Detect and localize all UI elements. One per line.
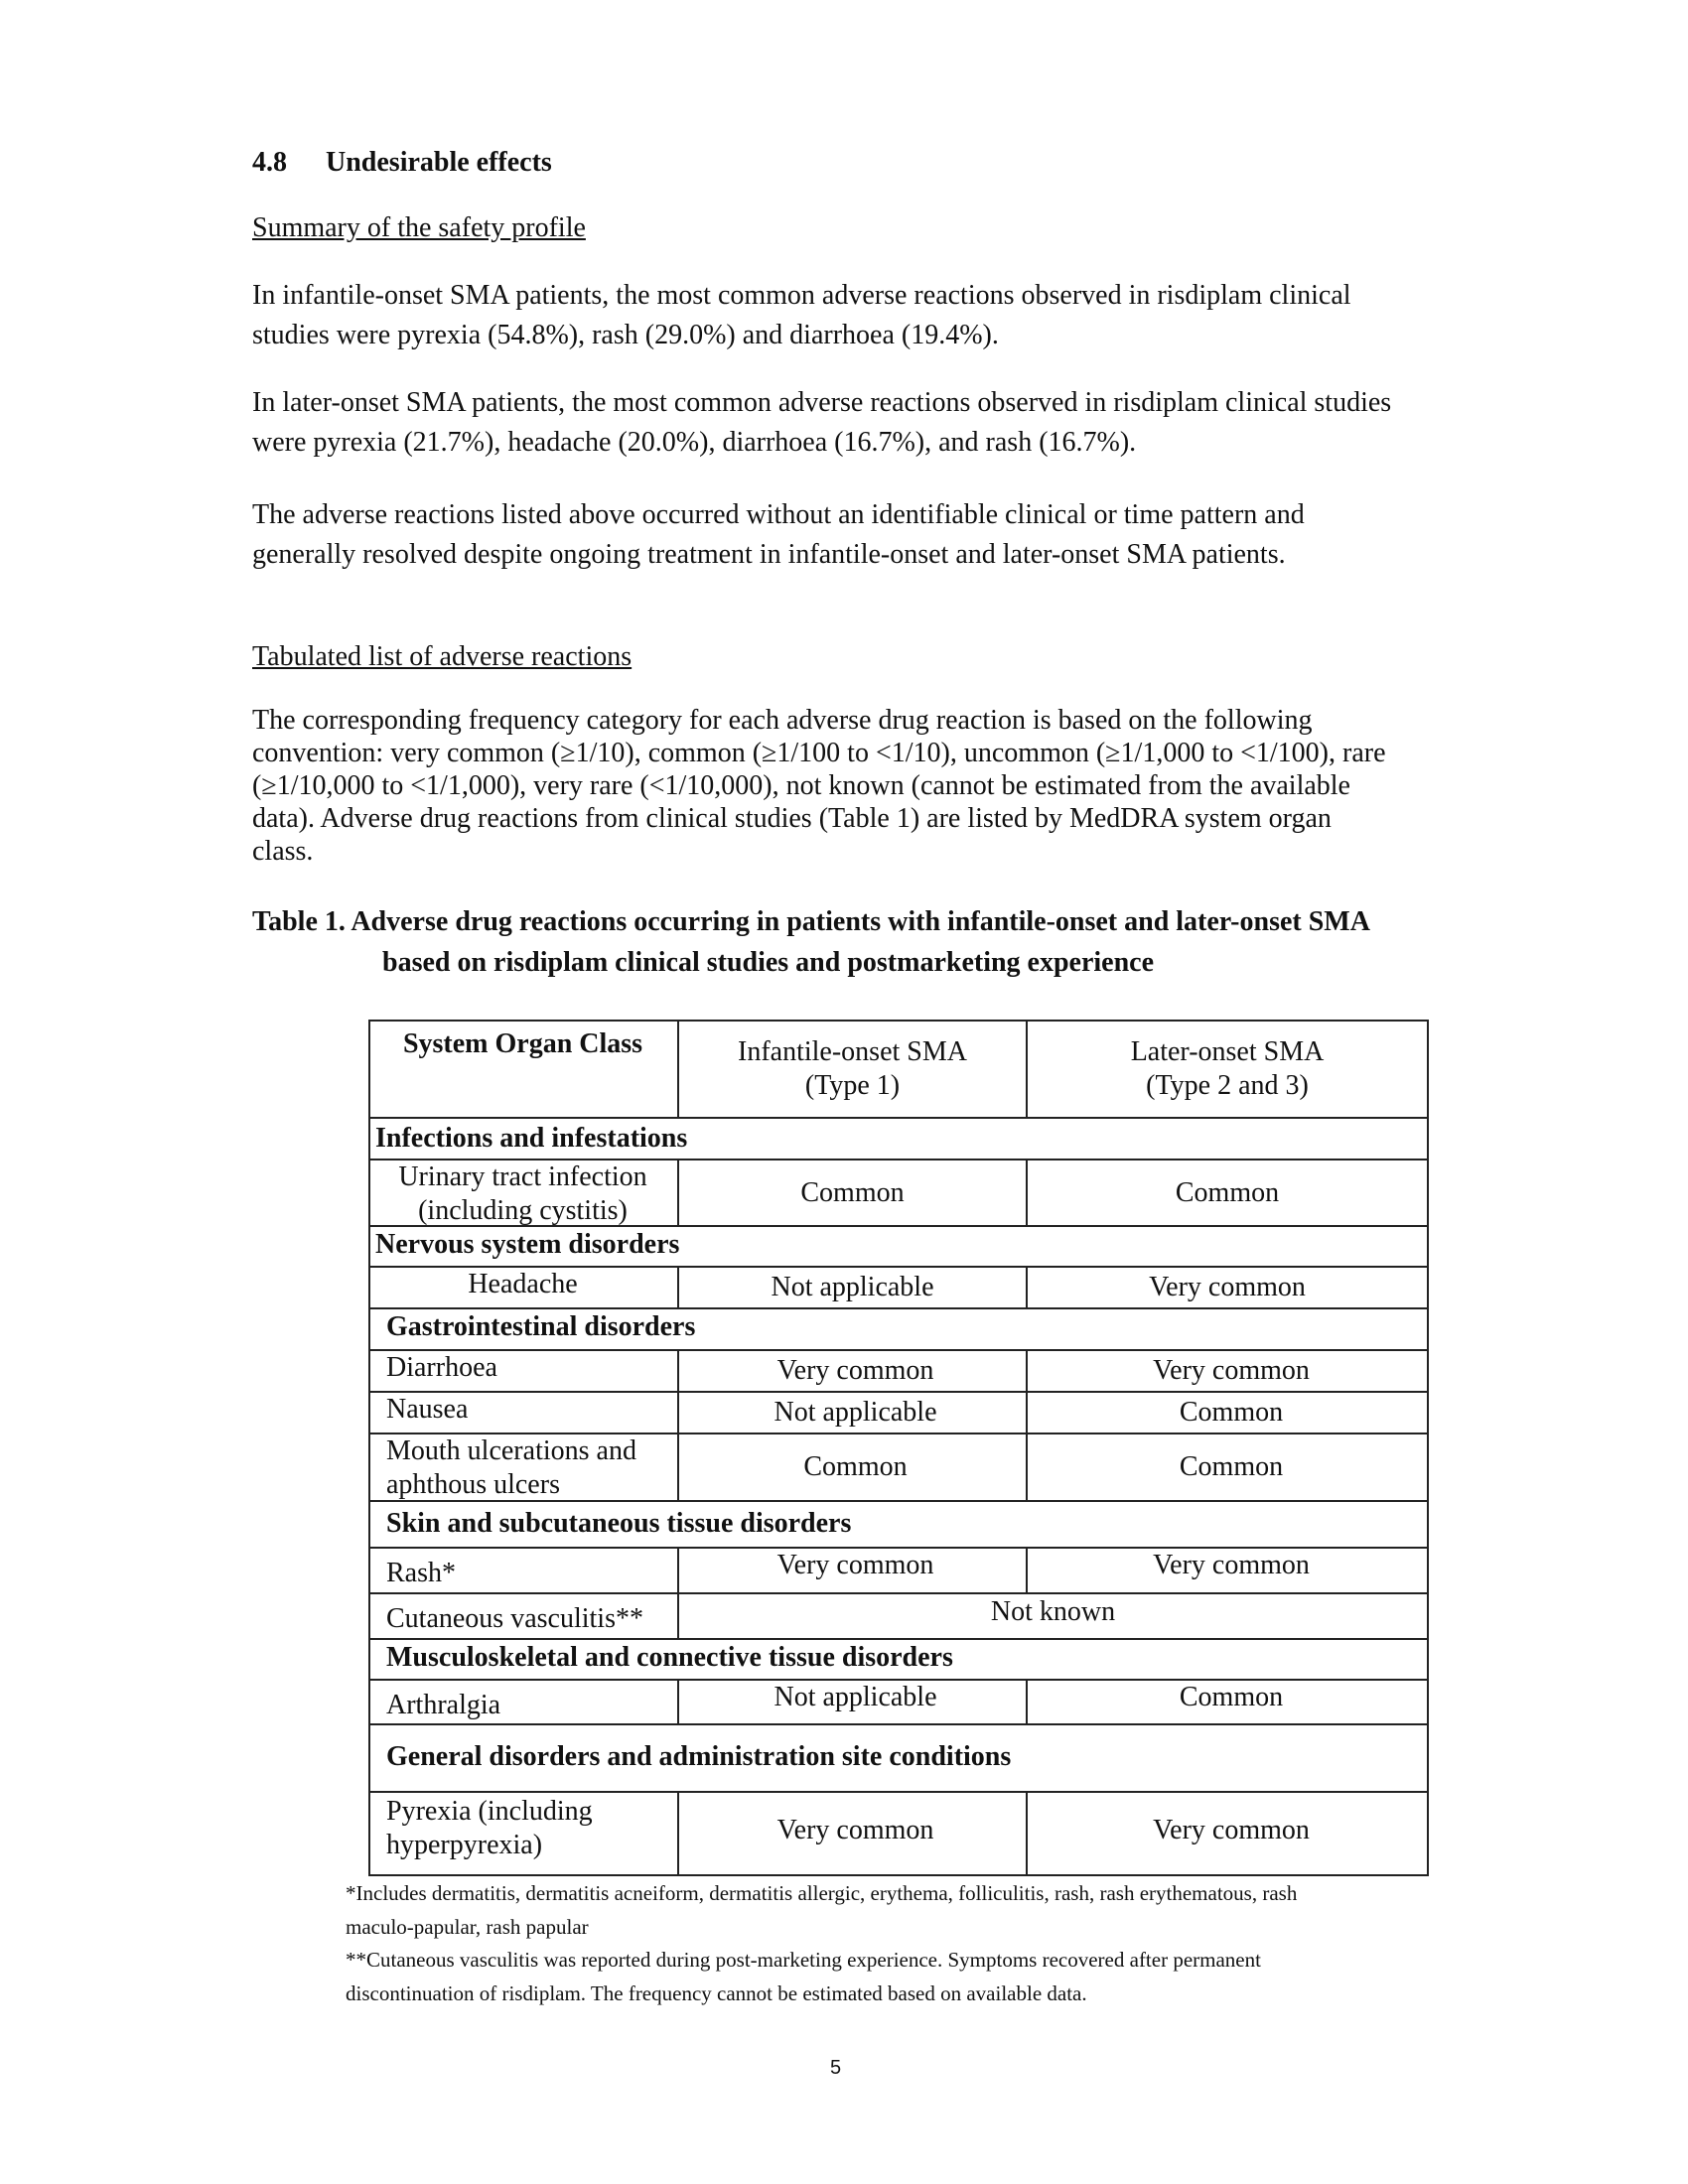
- group-general-disorders: General disorders and administration site conditions: [386, 1741, 1012, 1772]
- freq-uti-later: Common: [1175, 1177, 1280, 1208]
- text-line: studies were pyrexia (54.8%), rash (29.0%) and diarrhoea (19.4%).: [252, 320, 999, 350]
- section-title: Undesirable effects: [326, 147, 552, 178]
- summary-paragraph-3: [252, 495, 1483, 575]
- footnote-rash: [346, 1876, 1297, 1944]
- header-line: (Type 2 and 3): [1146, 1070, 1309, 1101]
- term-line: aphthous ulcers: [386, 1469, 560, 1500]
- term-headache: Headache: [468, 1269, 578, 1299]
- term-line: Mouth ulcerations and: [386, 1435, 636, 1466]
- term-arthralgia: Arthralgia: [386, 1690, 501, 1720]
- table-rule: [368, 1117, 1429, 1119]
- term-mouth-ulcerations: [386, 1434, 636, 1502]
- adverse-reactions-table: [368, 1020, 1429, 1876]
- page-number: 5: [830, 2057, 842, 2079]
- term-cutaneous-vasculitis: Cutaneous vasculitis**: [386, 1603, 643, 1634]
- freq-rash-infantile: Very common: [776, 1550, 934, 1580]
- group-gastrointestinal: Gastrointestinal disorders: [386, 1311, 696, 1342]
- text-line: The adverse reactions listed above occurred without an identifiable clinical or time pattern and: [252, 499, 1305, 530]
- section-heading: [252, 147, 552, 179]
- text-line: In later-onset SMA patients, the most common adverse reactions observed in risdiplam clinical studies: [252, 387, 1392, 418]
- term-nausea: Nausea: [386, 1394, 469, 1425]
- table-caption-line: based on risdiplam clinical studies and postmarketing experience: [382, 947, 1155, 978]
- term-line: Pyrexia (including: [386, 1796, 593, 1827]
- text-line: class.: [252, 836, 314, 867]
- text-line: In infantile-onset SMA patients, the most common adverse reactions observed in risdiplam clinical: [252, 280, 1351, 311]
- table-caption: [252, 901, 1370, 983]
- freq-diarrhoea-later: Very common: [1153, 1355, 1310, 1386]
- summary-paragraph-1: [252, 276, 1483, 355]
- freq-rash-later: Very common: [1153, 1550, 1310, 1580]
- freq-mouth-infantile: Common: [803, 1451, 908, 1482]
- table-rule: [368, 1349, 1429, 1351]
- term-line: hyperpyrexia): [386, 1830, 543, 1860]
- text-line: The corresponding frequency category for each adverse drug reaction is based on the following: [252, 705, 1313, 736]
- freq-pyrexia-infantile: Very common: [776, 1815, 934, 1845]
- term-pyrexia: [386, 1795, 593, 1862]
- table-rule: [368, 1307, 1429, 1309]
- text-line: convention: very common (≥1/10), common (≥1/100 to <1/10), uncommon (≥1/1,000 to <1/100), rare: [252, 738, 1386, 768]
- table-rule: [368, 1391, 1429, 1393]
- header-line: Infantile-onset SMA: [738, 1036, 967, 1067]
- freq-nausea-infantile: Not applicable: [774, 1397, 937, 1428]
- table-rule: [368, 1592, 1429, 1594]
- summary-paragraph-2: [252, 383, 1483, 463]
- term-line: (including cystitis): [418, 1195, 628, 1226]
- section-number: 4.8: [252, 147, 287, 178]
- freq-uti-infantile: Common: [800, 1177, 905, 1208]
- text-line: (≥1/10,000 to <1/1,000), very rare (<1/10,000), not known (cannot be estimated from the available: [252, 770, 1350, 801]
- table-rule: [368, 1638, 1429, 1640]
- freq-diarrhoea-infantile: Very common: [776, 1355, 934, 1386]
- group-nervous-system: Nervous system disorders: [375, 1229, 680, 1260]
- freq-pyrexia-later: Very common: [1153, 1815, 1310, 1845]
- summary-heading: Summary of the safety profile: [252, 212, 586, 243]
- term-urinary-tract-infection: [368, 1160, 677, 1228]
- column-header-infantile: [679, 1035, 1026, 1103]
- column-header-later: [1028, 1035, 1427, 1103]
- text-line: were pyrexia (21.7%), headache (20.0%), diarrhoea (16.7%), and rash (16.7%).: [252, 427, 1137, 458]
- column-header-soc: System Organ Class: [402, 1028, 643, 1059]
- table-rule: [368, 1020, 370, 1876]
- text-line: generally resolved despite ongoing treatment in infantile-onset and later-onset SMA patients.: [252, 539, 1286, 570]
- table-rule: [368, 1791, 1429, 1793]
- header-line: Later-onset SMA: [1130, 1036, 1325, 1067]
- freq-vasculitis-both: Not known: [990, 1596, 1116, 1627]
- freq-arthralgia-infantile: Not applicable: [774, 1682, 937, 1712]
- freq-mouth-later: Common: [1179, 1451, 1284, 1482]
- text-line: data). Adverse drug reactions from clinical studies (Table 1) are listed by MedDRA system organ: [252, 803, 1332, 834]
- freq-headache-later: Very common: [1149, 1272, 1306, 1302]
- table-caption-line: Table 1. Adverse drug reactions occurring in patients with infantile-onset and later-onset SMA: [252, 906, 1370, 937]
- footnote-line: *Includes dermatitis, dermatitis acneiform, dermatitis allergic, erythema, folliculitis, rash, rash erythematous, rash: [346, 1881, 1298, 1905]
- footnote-vasculitis: [346, 1943, 1261, 2010]
- footnote-line: discontinuation of risdiplam. The frequency cannot be estimated based on available data.: [346, 1981, 1087, 2005]
- group-musculoskeletal: Musculoskeletal and connective tissue disorders: [386, 1642, 953, 1673]
- freq-headache-infantile: Not applicable: [771, 1272, 934, 1302]
- freq-nausea-later: Common: [1179, 1397, 1284, 1428]
- tabulated-heading: Tabulated list of adverse reactions: [252, 641, 633, 672]
- freq-arthralgia-later: Common: [1179, 1682, 1284, 1712]
- frequency-convention-paragraph: [252, 704, 1483, 868]
- header-line: (Type 1): [804, 1070, 901, 1101]
- term-diarrhoea: Diarrhoea: [386, 1352, 497, 1383]
- term-rash: Rash*: [386, 1558, 456, 1588]
- group-skin: Skin and subcutaneous tissue disorders: [386, 1508, 852, 1539]
- footnote-line: maculo-papular, rash papular: [346, 1915, 589, 1939]
- table-rule: [368, 1020, 1429, 1022]
- term-line: Urinary tract infection: [398, 1161, 647, 1192]
- table-rule: [368, 1723, 1429, 1725]
- group-infections: Infections and infestations: [375, 1123, 688, 1154]
- table-rule: [1427, 1020, 1429, 1876]
- footnote-line: **Cutaneous vasculitis was reported during post-marketing experience. Symptoms recovered after permanent: [346, 1948, 1261, 1972]
